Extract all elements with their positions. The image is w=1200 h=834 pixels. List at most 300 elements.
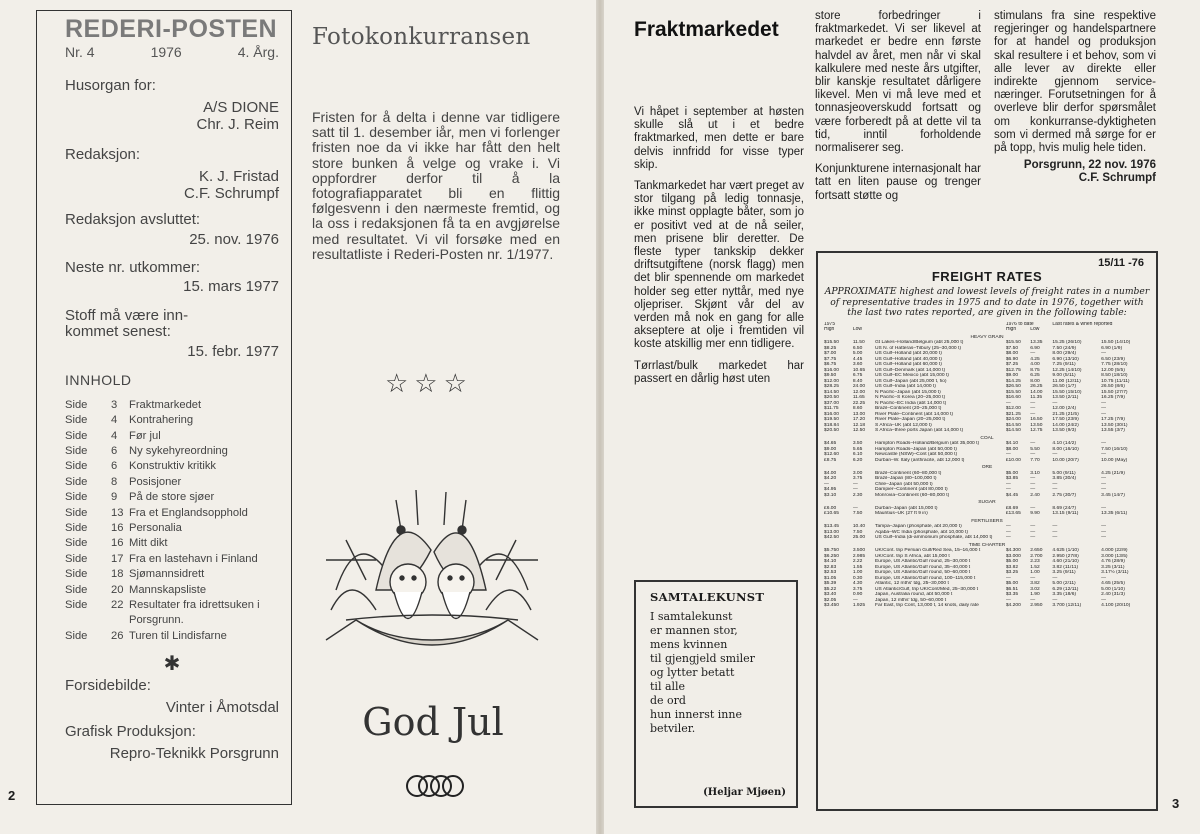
rate-1976-low: — [1030,452,1036,457]
toc-page-number: 9 [111,491,118,504]
rate-1976-high: $7.25 [1005,362,1019,367]
rate-1976-low: — [1030,476,1036,481]
rate-1976-low: 2.700 [1030,553,1043,559]
rate-1975-high: $11.75 [824,406,839,411]
last-rate-2: 12.00 (5/5) [1101,367,1125,373]
rate-1975-low: 13.00 [852,411,866,417]
rate-1975-high: $4.00 [824,470,837,476]
last-rate-1: 3.82 (11/11) [1052,564,1079,570]
last-rate-1: 5.00 (9/11) [1052,470,1076,476]
toc-title: Mannskapsliste [129,583,207,596]
page-number-left: 2 [8,788,16,803]
toc-page-number: 6 [111,460,118,473]
rate-1976-high: $8.00 [1005,446,1019,452]
poem-line: mens kvinnen [650,638,728,651]
signature-name: C.F. Schrumpf [1078,172,1156,185]
poem-title: SAMTALEKUNST [650,590,765,604]
route: Chile–Japan (abt 50,000 t) [875,481,933,487]
toc-row [65,598,279,629]
rate-1976-low: 13.50 [1030,422,1043,428]
rate-1976-low: 3.82 [1030,581,1040,586]
route: Newcastle (NSW)–Cont (abt 50,000 t) [875,452,958,457]
rate-1976-low: 5.50 [1030,446,1040,452]
route: Japan, Australia round, abt 50,000 t [875,592,953,597]
rate-1976-high: — [1005,487,1011,492]
last-rate-2: — [1101,411,1107,417]
page-gutter [596,0,604,834]
rate-1976-high: £8.69 [1005,505,1019,511]
rate-1976-high: $8.00 [1005,351,1019,356]
rate-1975-high: $3.40 [824,592,837,597]
poem-author: (Heljar Mjøen) [703,787,786,798]
toc-title: Fra et Englandsopphold [129,506,248,519]
rate-1975-low: — [852,597,858,603]
masthead-box [36,10,292,805]
rate-1975-high: $6.75 [824,362,837,367]
freight-table [824,322,1150,609]
toc-side-label: Side [65,583,88,596]
rate-1976-low: — [1030,487,1036,492]
last-rate-1: 10.00 (20/7) [1052,457,1079,463]
toc-title: Konstruktiv kritikk [129,460,217,473]
last-rate-1: 8.00 (29/4) [1052,351,1077,356]
rate-1975-high: $5.22 [824,586,837,592]
toc-side-label: Side [65,429,88,442]
route: Mauritius–UK (27 ft 9 in) [875,511,928,516]
rate-1975-high: £8.75 [824,457,837,463]
rate-1976-high: $24.00 [1005,417,1021,422]
last-rate-2: 3.25 (3/11) [1101,564,1125,570]
rate-1976-high: — [1005,400,1011,406]
last-rate-1: 6.29 (12/11) [1052,586,1079,592]
rate-1976-low: — [1030,524,1036,529]
toc-side-label: Side [65,629,88,642]
freight-category-row [824,463,1150,471]
toc-page-number: 8 [111,475,118,488]
rate-1975-high: $3.10 [824,492,837,498]
rate-1975-low: 12.50 [852,428,866,433]
rate-1976-low: — [1030,597,1036,603]
rate-1975-high: $37.00 [824,400,839,406]
rate-1975-high: $16.00 [824,367,839,373]
rate-1976-high: $15.50 [1005,340,1021,345]
header-high: High [1005,327,1017,332]
last-rate-1: 9.00 (5/11) [1052,373,1076,378]
avsluttet-value: 25. nov. 1976 [189,230,279,248]
contents-heading: INNHOLD [65,371,132,388]
freight-category: HEAVY GRAIN [970,334,1004,340]
rate-1976-high: — [1005,481,1011,487]
rate-1975-high: $15.50 [824,340,839,345]
last-rate-2: 6.90 (1/9) [1101,345,1123,351]
rate-1975-high: — [824,481,829,487]
route: US Gulf–Japan (abt 25,000 t, fio) [875,378,947,384]
last-rate-2: — [1101,441,1107,446]
page-number-right: 3 [1172,796,1180,811]
rate-1976-high: $5.00 [1005,559,1019,564]
toc-side-label: Side [65,537,88,550]
article-paragraph: store forbedringer i fraktmarkedet. Vi ser likevel at markedet er bedre enn første halvdel av året, men når vi skal kalkulere med neste års utgifter, blir kanskje resultatet dårligere likevel. Men vi må leve med et tonnasjeoverskudd fortsatt og være forberedt på at dette vil ta tid, inntil forholdende normaliserer seg. [815,10,981,155]
last-rate-2: 4.25 (21/9) [1101,470,1125,476]
last-rate-2: — [1101,406,1107,411]
stoff-label-2: kommet senest: [65,323,171,340]
last-rate-1: 3.700 (12/11) [1052,603,1082,608]
toc-row [65,506,279,521]
rate-1976-high: $3.85 [1005,476,1019,481]
last-rate-1: 17.50 (23/9) [1052,417,1079,422]
route: Europe, US Atlantic/Gulf round, 35–40,000 t [875,564,971,570]
rate-1975-low: 0.30 [852,575,863,581]
route: S Africa–UK (abt 12,000 t) [875,422,932,428]
rate-1976-low: 11.35 [1030,395,1043,400]
rate-1975-low: 3.500 [852,548,866,553]
last-rate-2: — [1101,351,1107,356]
rate-1975-low: 3.75 [852,476,863,481]
last-rate-1: 8.69 (24/7) [1052,505,1077,511]
signature-place-date: Porsgrunn, 22 nov. 1976 [1023,159,1156,172]
freight-subtitle: APPROXIMATE highest and lowest levels of freight rates in a number of representative trades in 1975 and to date in 1976, together with the last two rates reported, are given in the following table: [824,286,1150,318]
toc-page-number: 6 [111,444,118,457]
last-rate-2: 13.50 (30/1) [1101,422,1128,428]
last-rate-2: 6.50 (23/9) [1101,356,1125,362]
rate-1975-low: 17.20 [852,417,866,422]
toc-row [65,629,279,644]
last-rate-1: 5.00 (2/11) [1052,581,1076,586]
rate-1976-low: — [1030,400,1036,406]
article-paragraph: Konjunkturene internasjonalt har tatt en liten pause og trenger fortsatt støtte og [815,163,981,202]
rate-1976-high: $14.25 [1005,378,1021,384]
rate-1976-high: — [1005,575,1011,581]
rate-1975-low: — [852,487,858,492]
freight-category: ORE [981,465,993,470]
rate-1976-low: 6.25 [1030,373,1040,378]
last-rate-2: 16.25 (7/9) [1101,395,1125,400]
redaksjon-line-1: K. J. Fristad [198,167,279,185]
header-1976: 1976 to date [1005,321,1034,327]
rate-1975-low: 0.90 [852,592,863,597]
rate-1976-low: 14.00 [1030,389,1043,395]
route: N Pacific–Japan (abt 15,000 t) [875,389,941,395]
husorgan-line-2: Chr. J. Reim [196,115,279,133]
last-rate-1: 12.00 (2/4) [1052,406,1077,411]
rate-1976-high: $26.50 [1005,384,1021,389]
poem-line: til gjengjeld smiler [650,652,755,665]
article-column-3 [994,10,1156,186]
rate-1975-low: 11.65 [852,395,865,400]
toc-side-label: Side [65,552,88,565]
toc-row [65,490,279,505]
toc-page-number: 13 [111,506,124,519]
rate-1975-low: 1.925 [852,603,866,608]
last-rate-1: — [1052,575,1058,581]
asterisk-icon: ✱ [163,653,181,676]
last-rate-2: — [1101,400,1107,406]
rate-1975-high: $9.00 [824,446,837,452]
last-rate-1: 21.25 (21/5) [1052,411,1079,417]
rate-1976-high: $16.60 [1005,395,1021,400]
last-rate-2: 10.00 (May) [1101,457,1128,463]
rate-1976-low: 12.75 [1030,428,1043,433]
last-rate-2: 17.25 (7/9) [1101,417,1125,422]
rate-1975-high: $1.05 [824,575,837,581]
last-rate-1: — [1052,524,1058,529]
rate-1976-low: — [1030,441,1036,446]
last-rate-2: — [1101,529,1107,535]
last-rate-2: 4.65 (25/5) [1101,581,1125,586]
rate-1975-low: 6.75 [852,373,863,378]
toc-side-label: Side [65,398,88,411]
rate-1975-low: 6.20 [852,457,863,463]
poem-box [634,580,798,808]
forside-label: Forsidebilde: [65,677,151,695]
freight-category-row [824,498,1150,506]
rate-1976-low: — [1030,411,1036,417]
last-rate-2: — [1101,505,1107,511]
route: Japan, 12 mths' tdg, 50–60,000 t [875,597,947,603]
rate-1975-high: £10.65 [824,511,839,516]
toc-page-number: 17 [111,552,124,565]
rate-1976-low: — [1030,535,1036,540]
route: Far East, trip Cont, 13,000 t, 14 knots, daily rate [875,603,979,608]
last-rate-2: 3.45 (14/7) [1101,492,1125,498]
rate-1976-low: 8.75 [1030,367,1040,373]
toc-page-number: 4 [111,429,118,442]
rate-1975-low: 22.25 [852,400,866,406]
route: N Pacific–EC India (abt 14,000 t) [875,400,947,406]
toc-row [65,521,279,536]
toc-row [65,444,279,459]
last-rate-1: — [1052,400,1058,406]
rate-1976-high: $9.00 [1005,373,1019,378]
route: US Gulf–Holland (abt 20,000 t) [875,351,942,356]
rate-1976-high: $3.35 [1005,592,1019,597]
route: US Gulf–Holland (abt 40,000 t) [875,356,942,362]
route: Brazil–Japan (80–100,000 t) [875,476,937,481]
rate-1976-low: 1.52 [1030,564,1040,570]
last-rate-2: 4.76 (28/9) [1101,559,1125,564]
route: Monrovia–Continent (60–80,000 t) [875,492,950,498]
route: US N. of Hatteras–Tilbury (25–30,000 t) [875,345,961,351]
header-1975: 1975 [824,321,836,327]
route: US Gulf–EC Mexico (abt 15,000 t) [875,373,949,378]
poem-line: I samtalekunst [650,610,733,623]
rate-1976-high: $21.25 [1005,411,1021,417]
stoff-value: 15. febr. 1977 [187,342,279,360]
last-rate-1: 7.50 (24/9) [1052,345,1077,351]
stoff-label-1: Stoff må være inn- [65,306,189,324]
rate-1976-low: 4.00 [1030,362,1040,367]
rate-1976-low: — [1030,351,1036,356]
rate-1976-low: 26.25 [1030,384,1043,389]
last-rate-2: 10.75 (11/11) [1101,378,1130,384]
husorgan-label: Husorgan for: [65,77,156,94]
last-rate-1: 2.950 (27/8) [1052,553,1079,559]
neste-label: Neste nr. utkommer: [65,258,201,276]
rate-1976-high: $12.75 [1005,367,1021,373]
rate-1975-high: $2.53 [824,570,837,575]
freight-date: 15/11 -76 [1098,257,1144,269]
rate-1976-high: — [1005,452,1011,457]
neste-value: 15. mars 1977 [183,278,279,296]
rate-1975-high: $13.45 [824,524,839,529]
table-of-contents [65,398,279,645]
route: River Plate–Japan (20–25,000 t) [875,417,946,422]
rate-1976-low: — [1030,575,1036,581]
route: Hampton Roads–Holland/Belgium (abt 35,000 t) [875,441,980,446]
rate-1976-low: 3.10 [1030,470,1040,476]
rate-1975-low: — [852,481,858,487]
rate-1976-low: 1.00 [1030,570,1040,575]
rate-1976-high: $4.45 [1005,492,1019,498]
route: US Gulf–Holland (abt 60,000 t) [875,362,942,367]
toc-side-label: Side [65,460,88,473]
last-rate-1: 2.75 (30/7) [1052,492,1077,498]
last-rate-1: 4.60 (21/10) [1052,559,1079,564]
route: US Gulf–India (di-ammonium phosphate, abt 14,000 t) [875,535,993,540]
rate-1975-high: $7.00 [824,351,837,356]
route: Tampa–Japan (phosphate, abt 20,000 t) [875,524,962,529]
freight-category: COAL [980,435,994,441]
last-rate-1: 12.25 (14/10) [1052,367,1082,373]
rate-1975-high: $14.50 [824,389,839,395]
rate-1975-low: — [852,505,858,511]
route: UK/Cont. trip S Africa, abt 15,000 t [875,553,950,559]
toc-row [65,475,279,490]
rate-1975-low: 7.50 [852,529,863,535]
last-rate-1: 14.00 (24/2) [1052,422,1079,428]
last-rate-1: 3.85 (30/4) [1052,476,1077,481]
toc-page-number: 16 [111,522,124,534]
last-rate-1: — [1052,487,1058,492]
header-low: Low [852,327,863,332]
rate-1975-high: $16.00 [824,411,839,417]
last-rate-2: 8.50 (18/10) [1101,373,1128,378]
last-rate-2: — [1101,481,1107,487]
poem-line: til alle [650,680,686,693]
rate-1976-low: 4.25 [1030,356,1040,362]
rate-1975-high: $12.00 [824,378,839,384]
toc-title: Fraktmarkedet [129,398,202,411]
rate-1976-low: 3.02 [1030,586,1040,592]
rate-1976-high: $15.50 [1005,389,1021,395]
rate-1975-low: 6.10 [852,452,863,457]
rate-1975-high: $5.750 [824,548,839,553]
toc-side-label: Side [65,506,88,519]
last-rate-2: — [1101,452,1107,457]
redaksjon-label: Redaksjon: [65,146,141,163]
toc-title: Kontrahering [129,414,194,427]
route: Europe, US Atlantic/Gulf round, 100–115,000 t [875,575,976,581]
toc-title: Sjømannsidrett [129,568,205,581]
husorgan-line-1: A/S DIONE [203,98,279,116]
route: Aqaba–WC India (phosphate, abt 10,000 t) [875,529,968,535]
rate-1976-high: $5.00 [1005,470,1019,476]
route: Durban–Japan (abt 15,000 t) [875,505,938,511]
rate-1975-low: 12.00 [852,389,866,395]
header-low: Low [1030,327,1040,332]
issue-line [65,44,279,60]
rate-1976-low: 2.650 [1030,548,1043,553]
last-rate-1: 26.50 (1/7) [1052,384,1077,389]
rate-1975-low: 12.18 [852,422,866,428]
avsluttet-label: Redaksjon avsluttet: [65,211,201,228]
rate-1976-high: — [1005,535,1011,540]
rate-1976-low: 2.23 [1030,559,1040,564]
header-last-rates: Last rates & when reported [1052,321,1113,327]
rate-1975-low: 7.50 [852,511,863,516]
route: River Plate–Continent (abt 14,000 t) [875,411,954,417]
rate-1976-high: $14.50 [1005,422,1021,428]
freight-category: SUGAR [978,500,996,505]
rate-1976-high: $3.82 [1005,564,1019,570]
last-rate-2: 2.40 (31/3) [1101,592,1125,597]
rate-1976-low: 6.90 [1030,345,1040,351]
route: Europe, US Atlantic/Gulf round, 25–30,000 t [875,559,971,564]
last-rate-2: 13.35 (6/11) [1101,511,1128,516]
rate-1975-high: $28.25 [824,384,839,389]
toc-row [65,413,279,428]
rate-1975-high: $12.60 [824,452,839,457]
rate-1975-low: 10.40 [852,524,866,529]
issue-number: Nr. 4 [65,44,95,60]
toc-row [65,536,279,551]
route: Durban–W. Italy (anthracite, abt 12,000 t) [875,457,965,463]
last-rate-1: 13.15 (9/11) [1052,511,1079,516]
poem-body [650,610,782,736]
toc-side-label: Side [65,599,88,612]
toc-side-label: Side [65,475,88,488]
rate-1975-low: 8.40 [852,378,863,384]
route: Brazil–Continent (60–80,000 t) [875,470,942,476]
last-rate-1: 8.00 (16/10) [1052,446,1079,452]
rate-1975-high: $8.25 [824,345,837,351]
rate-1975-high: $18.84 [824,422,839,428]
issue-year: 1976 [150,44,182,60]
toc-title: Turen til Lindisfarne [129,629,227,642]
rate-1976-high: $6.51 [1005,586,1019,592]
last-rate-1: — [1052,535,1058,540]
freight-category-row [824,517,1150,525]
rate-1976-high: $3.25 [1005,570,1019,575]
last-rate-1: 13.50 (2/11) [1052,395,1079,400]
rate-1976-low: 7.70 [1030,457,1040,463]
route: Hampton Roads–Japan (abt 50,000 t) [875,446,957,452]
freight-title: FREIGHT RATES [931,269,1043,284]
contest-title: Fotokonkurransen [312,24,531,50]
last-rate-1: 4.10 (14/2) [1052,441,1077,446]
last-rate-2: — [1101,575,1107,581]
last-rate-2: 15.50 (14/10) [1101,340,1131,345]
toc-page-number: 26 [111,629,124,642]
rate-1976-low: — [1030,481,1036,487]
redaksjon-line-2: C.F. Schrumpf [183,184,279,202]
poem-line: betviler. [650,722,696,735]
rate-1976-high: $4.10 [1005,441,1019,446]
freight-category-row [824,434,1150,442]
toc-side-label: Side [65,491,88,504]
rate-1976-high: $14.50 [1005,428,1021,433]
last-rate-1: 15.50 (15/10) [1052,389,1082,395]
rate-1975-high: $20.50 [824,428,839,433]
last-rate-1: 7.25 (9/11) [1052,362,1076,367]
last-rate-1: 6.90 (13/10) [1052,356,1079,362]
rate-1976-low: 2.950 [1030,603,1043,608]
route: UK/Cont. trip Persian Gulf/Red Sea, 15–16,000 t [875,548,981,553]
rate-1975-low: 4.45 [852,356,863,362]
toc-title: På de store sjøer [129,491,215,504]
rate-1976-high: $6.90 [1005,356,1019,362]
route: Atlantic, 12 mths' tdg, 25–30,000 t [875,581,949,586]
